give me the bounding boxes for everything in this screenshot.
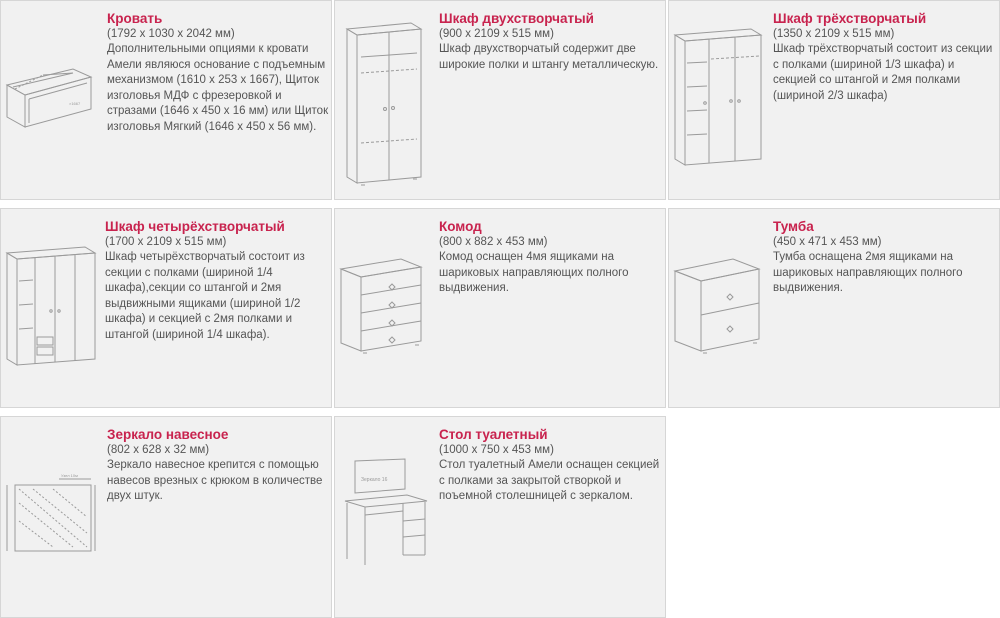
product-description: Шкаф двухстворчатый содержит две широкие полки и штангу металлическую. (439, 43, 659, 71)
product-card-wardrobe2[interactable] (334, 0, 666, 200)
product-dimensions: (1350 х 2109 х 515 мм) (773, 28, 895, 40)
vanity-table-drawing-icon (341, 455, 433, 575)
product-description: Тумба оснащена 2мя ящиками на шариковых направляющих полного выдвижения. (773, 251, 963, 294)
product-title[interactable]: Шкаф трёхстворчатый (773, 11, 927, 26)
product-card-wardrobe3[interactable] (668, 0, 1000, 200)
product-description: Шкаф четырёхстворчатый состоит из секции с полками (шириной 1/4 шкафа),секции со штангой и 2мя выдвижными ящиками (шириной 1/2 шкафа) и секцией с 2мя полками и штангой (шириной 1/4 шкафа). (105, 251, 305, 341)
svg-text:Зеркало 16: Зеркало 16 (361, 477, 388, 483)
product-card-bed[interactable] (0, 0, 332, 200)
bed-drawing-icon (3, 65, 95, 135)
nightstand-drawing-icon (671, 253, 767, 363)
product-description: Дополнительными опциями к кровати Амели являюся основание с подъемным механизмом (1610 х 253 х 1667), Щиток изголовья МДФ с фрезеровкой и стразами (1646 х 450 х 16 мм) или Щиток изголовья Мягкий (1646 х 450 х 56 мм). (107, 43, 329, 133)
product-dimensions: (802 х 628 х 32 мм) (107, 444, 210, 456)
product-dimensions: (1700 х 2109 х 515 мм) (105, 236, 227, 248)
product-card-vanity[interactable] (334, 416, 666, 618)
product-description: Зеркало навесное крепится с помощью навесов врезных с крюком в количестве двух штук. (107, 459, 323, 502)
product-dimensions: (900 х 2109 х 515 мм) (439, 28, 554, 40)
product-description: Комод оснащен 4мя ящиками на шариковых направляющих полного выдвижения. (439, 251, 629, 294)
product-dimensions: (800 х 882 х 453 мм) (439, 236, 548, 248)
product-card-dresser[interactable] (334, 208, 666, 408)
product-title[interactable]: Шкаф четырёхстворчатый (105, 219, 285, 234)
product-card-mirror[interactable] (0, 416, 332, 618)
product-description: Шкаф трёхстворчатый состоит из секции с полками (шириной 1/3 шкафа) и секцией со штангой и 2мя полками (шириной 2/3 шкафа) (773, 43, 993, 102)
product-title[interactable]: Тумба (773, 219, 814, 234)
two-door-wardrobe-drawing-icon (341, 13, 427, 191)
wall-mirror-drawing-icon (3, 471, 99, 561)
product-title[interactable]: Комод (439, 219, 482, 234)
product-title[interactable]: Шкаф двухстворчатый (439, 11, 594, 26)
four-door-wardrobe-drawing-icon (3, 241, 99, 371)
dresser-drawing-icon (337, 253, 431, 363)
svg-text:×1667: ×1667 (69, 101, 81, 106)
product-card-nightstand[interactable] (668, 208, 1000, 408)
svg-text:Узел 10м: Узел 10м (61, 473, 78, 478)
product-dimensions: (1000 х 750 х 453 мм) (439, 444, 554, 456)
product-dimensions: (450 х 471 х 453 мм) (773, 236, 882, 248)
product-card-wardrobe4[interactable] (0, 208, 332, 408)
three-door-wardrobe-drawing-icon (671, 23, 767, 173)
product-dimensions: (1792 х 1030 х 2042 мм) (107, 28, 235, 40)
product-title[interactable]: Стол туалетный (439, 427, 548, 442)
product-description: Стол туалетный Амели оснащен секцией с полками за закрытой створкой и поъемной столешницей с зеркалом. (439, 459, 660, 502)
product-title[interactable]: Зеркало навесное (107, 427, 229, 442)
product-title[interactable]: Кровать (107, 11, 163, 26)
